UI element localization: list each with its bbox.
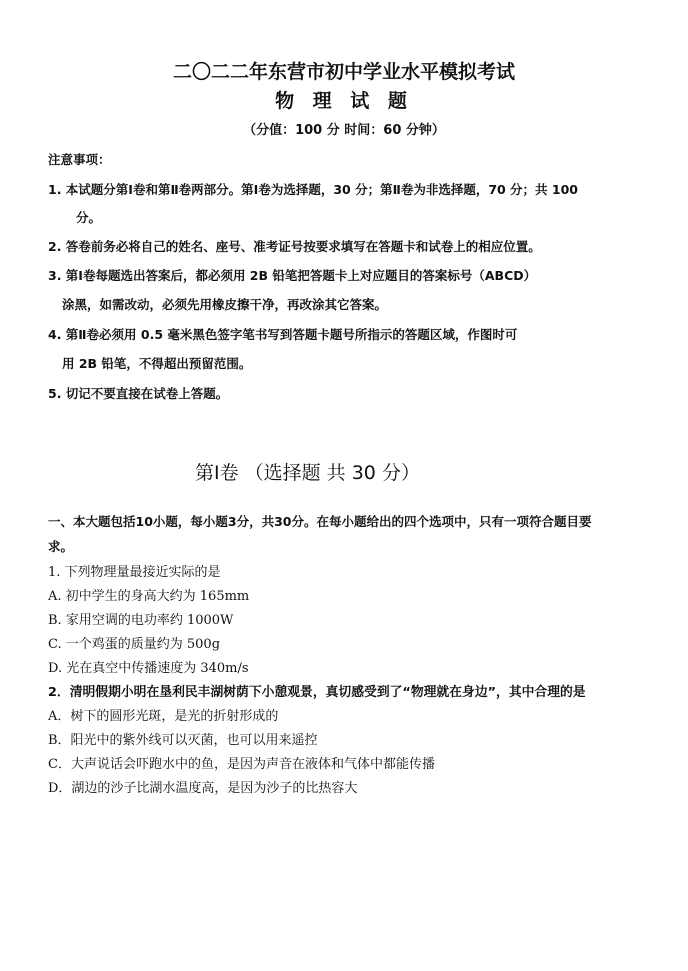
note-item-3: 3. 第Ⅰ卷每题选出答案后，都必须用 2B 铅笔把答题卡上对应题目的答案标号（ABCD）	[48, 268, 537, 283]
instruction-line-1: 一、本大题包括10小题，每小题3分，共30分。在每小题给出的四个选项中，只有一项符合题目要	[48, 514, 592, 529]
instruction-line-2: 求。	[48, 539, 74, 554]
option-c: C. 一个鸡蛋的质量约为 500g	[48, 637, 221, 652]
exam-subject: 物 理 试 题	[275, 90, 413, 112]
section-title: 第Ⅰ卷 （选择题 共 30 分）	[195, 462, 420, 484]
option-d: D. 光在真空中传播速度为 340m/s	[48, 661, 249, 676]
option-a: A．树下的圆形光斑，是光的折射形成的	[48, 709, 279, 724]
option-c: C．大声说话会吓跑水中的鱼，是因为声音在液体和气体中都能传播	[48, 757, 435, 772]
note-item-3-cont: 涂黑，如需改动，必须先用橡皮擦干净，再改涂其它答案。	[62, 297, 388, 312]
note-item-1-cont: 分。	[76, 210, 102, 225]
note-item-4: 4. 第Ⅱ卷必须用 0.5 毫米黑色签字笔书写到答题卡题号所指示的答题区域，作图时可	[48, 327, 518, 342]
question-stem: 2．清明假期小明在垦利民丰湖树荫下小憩观景，真切感受到了“物理就在身边”，其中合理的是	[48, 685, 586, 700]
note-item-4-cont: 用 2B 铅笔，不得超出预留范围。	[62, 356, 252, 371]
option-d: D．湖边的沙子比湖水温度高，是因为沙子的比热容大	[48, 781, 358, 796]
note-item-2: 2. 答卷前务必将自己的姓名、座号、准考证号按要求填写在答题卡和试卷上的相应位置。	[48, 239, 541, 254]
option-b: B. 家用空调的电功率约 1000W	[48, 613, 234, 628]
note-item-1: 1. 本试题分第Ⅰ卷和第Ⅱ卷两部分。第Ⅰ卷为选择题，30 分；第Ⅱ卷为非选择题，70 分；共 100	[48, 182, 579, 197]
note-item-5: 5. 切记不要直接在试卷上答题。	[48, 386, 229, 401]
question-stem: 1. 下列物理量最接近实际的是	[48, 565, 221, 580]
exam-title: 二〇二二年东营市初中学业水平模拟考试	[172, 61, 515, 83]
notes-heading: 注意事项：	[48, 152, 111, 167]
option-b: B．阳光中的紫外线可以灭菌，也可以用来遥控	[48, 733, 318, 748]
exam-score-time: （分值：100 分 时间：60 分钟）	[243, 123, 445, 138]
option-a: A. 初中学生的身高大约为 165mm	[48, 589, 250, 604]
